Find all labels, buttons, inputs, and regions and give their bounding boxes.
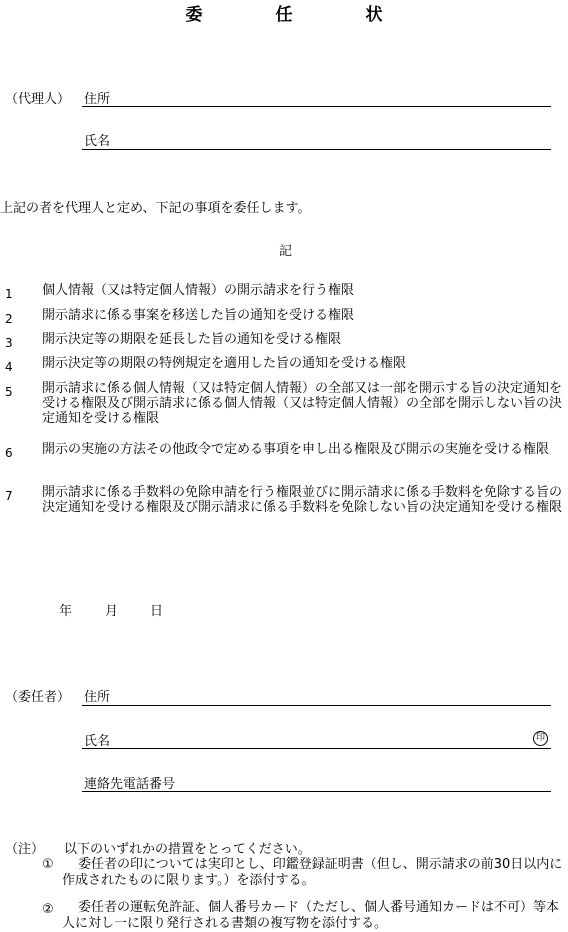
item-number: 5 — [5, 385, 13, 399]
item-number: 2 — [5, 312, 13, 326]
item-number: 3 — [5, 336, 13, 350]
note-mark: ② — [42, 902, 54, 917]
note-intro: 以下のいずれかの措置をとってください。 — [64, 842, 311, 857]
principal-name-label: 氏名 — [84, 734, 111, 749]
item-text: 個人情報（又は特定個人情報）の開示請求を行う権限 — [42, 283, 355, 298]
agent-address-line — [82, 106, 551, 107]
principal-phone-line — [82, 791, 551, 792]
agent-name-line — [82, 149, 551, 150]
item-number: 1 — [5, 287, 13, 301]
document-title: 委 任 状 — [185, 5, 411, 25]
principal-address-line — [82, 705, 551, 706]
item-text: 開示決定等の期限を延長した旨の通知を受ける権限 — [42, 332, 342, 347]
date-year: 年 — [59, 604, 73, 619]
item-text: 開示決定等の期限の特例規定を適用した旨の通知を受ける権限 — [42, 356, 407, 371]
item-text: 開示請求に係る手数料の免除申請を行う権限並びに開示請求に係る手数料を免除する旨の決定通知を受ける権限及び開示請求に係る手数料を免除しない旨の決定通知を受ける権限 — [42, 485, 563, 515]
item-text: 開示請求に係る個人情報（又は特定個人情報）の全部又は一部を開示する旨の決定通知を受ける権限及び開示請求に係る個人情報（又は特定個人情報）の全部を開示しない旨の決定通知を受ける権限 — [42, 381, 563, 426]
agent-address-label: 住所 — [84, 92, 111, 107]
note-text: 委任者の運転免許証、個人番号カード（ただし、個人番号通知カードは不可）等本人に対し一に限り発行される書類の複写物を添付する。 — [62, 900, 560, 931]
delegation-statement: 上記の者を代理人と定め、下記の事項を委任します。 — [0, 201, 311, 216]
note-label: （注） — [5, 842, 45, 857]
agent-role-label: （代理人） — [5, 92, 71, 107]
item-number: 4 — [5, 360, 13, 374]
date-month: 月 — [105, 604, 119, 619]
note-text: 委任者の印については実印とし、印鑑登録証明書（但し、開示請求の前30日以内に作成されたものに限ります。）を添付する。 — [62, 857, 563, 888]
principal-address-label: 住所 — [84, 690, 111, 705]
principal-role-label: （委任者） — [5, 690, 71, 705]
item-text: 開示の実施の方法その他政令で定める事項を申し出る権限及び開示の実施を受ける権限 — [42, 442, 550, 457]
seal-mark: 印 — [533, 731, 548, 746]
note-mark: ① — [42, 857, 54, 872]
principal-name-line — [82, 748, 551, 749]
item-number: 6 — [5, 446, 13, 460]
ki-heading: 記 — [279, 244, 293, 259]
item-number: 7 — [5, 489, 13, 503]
date-day: 日 — [150, 604, 164, 619]
agent-name-label: 氏名 — [84, 134, 111, 149]
item-text: 開示請求に係る事案を移送した旨の通知を受ける権限 — [42, 308, 355, 323]
principal-phone-label: 連絡先電話番号 — [84, 777, 176, 792]
